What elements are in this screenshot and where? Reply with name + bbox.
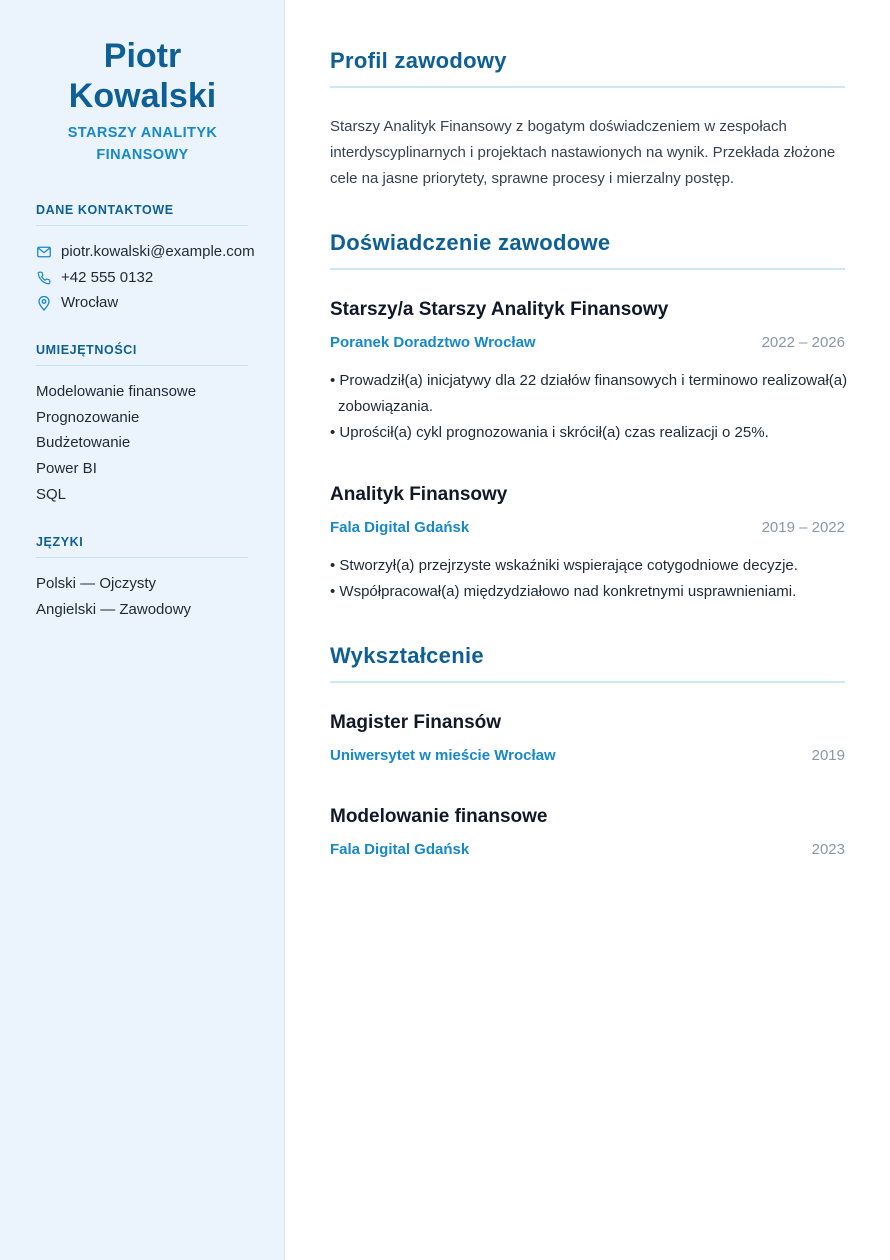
- skills-list: [36, 379, 266, 508]
- location-pin-icon: [36, 295, 52, 311]
- job-title: Analityk Finansowy: [330, 484, 508, 505]
- role-line-2: FINANSOWY: [96, 147, 189, 163]
- sidebar: [0, 0, 285, 1260]
- mail-icon: [36, 244, 52, 260]
- school-name: Uniwersytet w mieście Wrocław: [330, 747, 556, 764]
- experience-heading: Doświadczenie zawodowe: [330, 230, 845, 270]
- name-first: Piotr: [103, 37, 182, 75]
- languages-heading: JĘZYKI: [36, 535, 248, 558]
- job-title: Starszy/a Starszy Analityk Finansowy: [330, 299, 669, 320]
- phone-icon: [36, 270, 52, 286]
- contact-phone-text: +42 555 0132: [61, 268, 154, 286]
- education-date: 2023: [811, 841, 845, 858]
- name-last: Kowalski: [68, 77, 217, 115]
- job-company: Poranek Doradztwo Wrocław: [330, 334, 536, 351]
- skill-item: SQL: [36, 485, 67, 503]
- job-bullet: • Uprościł(a) cykl prognozowania i skrócił(a) czas realizacji o 25%.: [330, 420, 850, 446]
- contact-heading: DANE KONTAKTOWE: [36, 203, 248, 226]
- job-company: Fala Digital Gdańsk: [330, 519, 470, 536]
- language-item: Polski — Ojczysty: [36, 575, 157, 592]
- skills-heading: UMIEJĘTNOŚCI: [36, 343, 248, 366]
- profile-text: Starszy Analityk Finansowy z bogatym doświadczeniem w zespołach interdyscyplinarnych i projektach nastawionych na wynik. Przekłada złożone cele na jasne priorytety, sprawne procesy i mierzalny postęp.: [330, 118, 836, 187]
- school-name: Fala Digital Gdańsk: [330, 841, 470, 858]
- contact-location: [36, 290, 266, 316]
- contact-location-text: Wrocław: [61, 294, 119, 312]
- skill-item: Prognozowanie: [36, 408, 140, 426]
- education-date: 2019: [811, 747, 845, 764]
- job-bullets: [330, 553, 850, 605]
- job-dates: 2022 – 2026: [761, 334, 845, 351]
- role-line-1: STARSZY ANALITYK: [67, 125, 218, 141]
- degree-title: Magister Finansów: [330, 712, 502, 733]
- contact-email[interactable]: [36, 239, 266, 265]
- skill-item: Power BI: [36, 460, 97, 478]
- contact-list: [36, 239, 266, 316]
- contact-phone[interactable]: [36, 265, 266, 291]
- job-bullets: [330, 368, 850, 446]
- candidate-name: [0, 36, 285, 116]
- skill-item: Budżetowanie: [36, 434, 131, 452]
- skill-item: Modelowanie finansowe: [36, 383, 197, 400]
- languages-list: [36, 571, 266, 622]
- degree-title: Modelowanie finansowe: [330, 806, 548, 827]
- contact-email-text: piotr.kowalski@example.com: [61, 243, 255, 260]
- job-bullet: • Współpracował(a) międzydziałowo nad konkretnymi usprawnieniami.: [330, 579, 850, 605]
- candidate-role: [0, 122, 285, 166]
- education-heading: Wykształcenie: [330, 643, 845, 683]
- profile-heading: Profil zawodowy: [330, 48, 845, 88]
- job-dates: 2019 – 2022: [761, 519, 845, 536]
- language-item: Angielski — Zawodowy: [36, 600, 192, 618]
- job-bullet: • Prowadził(a) inicjatywy dla 22 działów finansowych i terminowo realizował(a) zobowiązania.: [330, 368, 850, 420]
- job-bullet: • Stworzył(a) przejrzyste wskaźniki wspierające cotygodniowe decyzje.: [330, 553, 850, 579]
